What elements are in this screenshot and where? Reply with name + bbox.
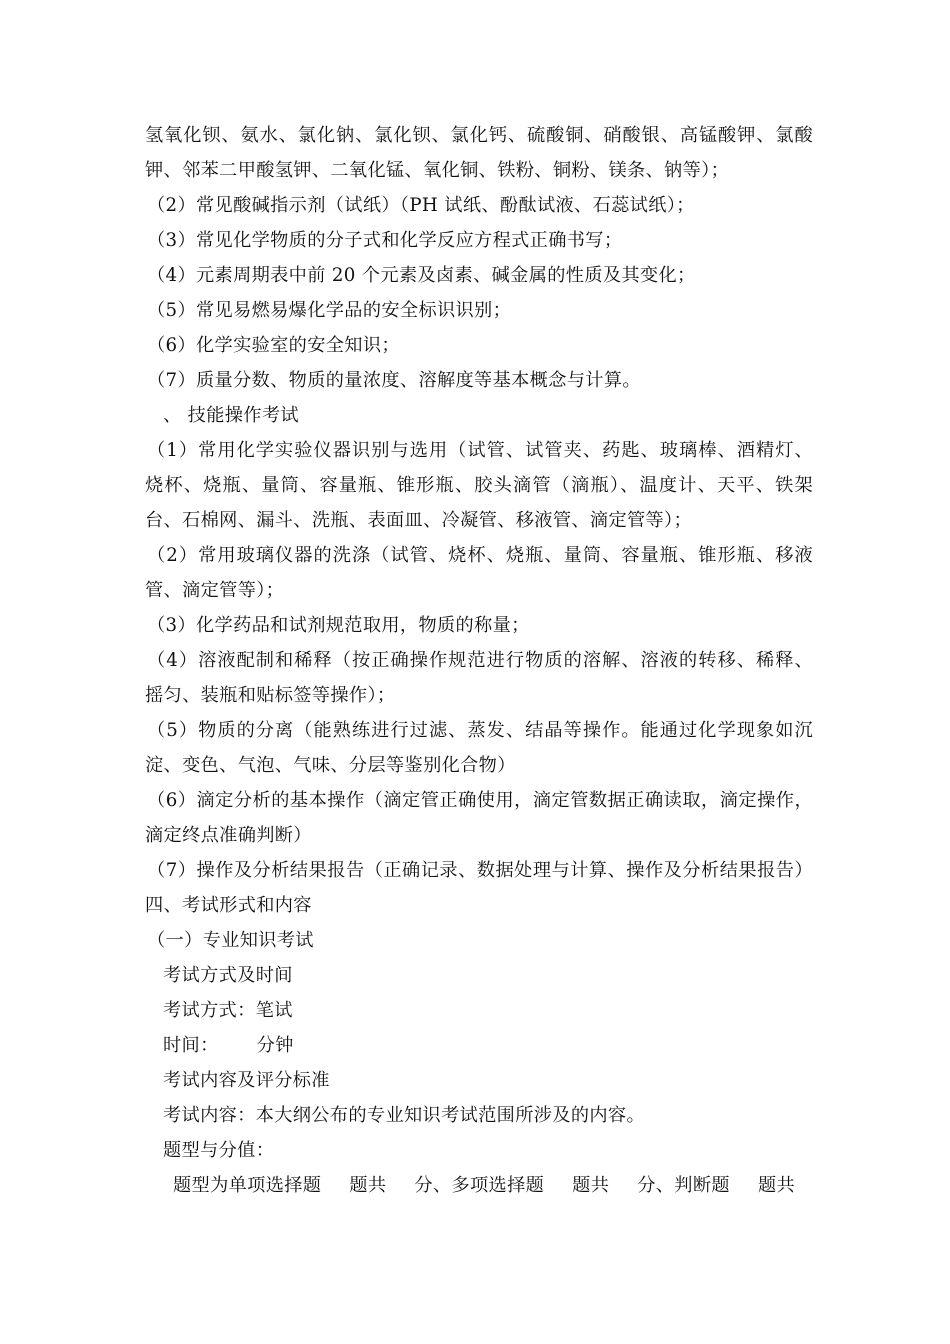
- text-line: 钾、邻苯二甲酸氢钾、二氧化锰、氧化铜、铁粉、铜粉、镁条、钠等）；: [145, 160, 730, 181]
- text-segment: 题型为单项选择题: [173, 1175, 322, 1196]
- text-line: （4）溶液配制和稀释（按正确操作规范进行物质的溶解、溶液的转移、稀释、: [147, 650, 813, 671]
- time-label: 时间：: [163, 1035, 219, 1056]
- text-line: （4）元素周期表中前 20 个元素及卤素、碱金属的性质及其变化；: [147, 265, 696, 286]
- text-line: 考试内容及评分标准: [163, 1070, 330, 1091]
- text-line: （7）操作及分析结果报告（正确记录、数据处理与计算、操作及分析结果报告）: [147, 860, 813, 881]
- text-line: 氢氧化钡、氨水、氯化钠、氯化钡、氯化钙、硫酸铜、硝酸银、高锰酸钾、氯酸: [145, 125, 813, 146]
- text-segment: 题共: [349, 1175, 387, 1196]
- section-heading: 四、考试形式和内容: [145, 895, 312, 916]
- text-segment: 分、判断题: [637, 1175, 730, 1196]
- section-heading: 、 技能操作考试: [163, 405, 299, 426]
- text-line: 烧杯、烧瓶、量筒、容量瓶、锥形瓶、胶头滴管（滴瓶）、温度计、天平、铁架: [145, 475, 813, 496]
- text-line: 考试方式：笔试: [163, 1000, 293, 1021]
- text-line: （3）化学药品和试剂规范取用，物质的称量；: [147, 615, 530, 636]
- text-line: （2）常用玻璃仪器的洗涤（试管、烧杯、烧瓶、量筒、容量瓶、锥形瓶、移液: [147, 545, 813, 566]
- question-types-line: [173, 1174, 795, 1198]
- text-segment: 题共: [572, 1175, 610, 1196]
- text-line: （6）化学实验室的安全知识；: [147, 335, 400, 356]
- text-segment: 题共: [757, 1175, 796, 1196]
- text-segment: 分、多项选择题: [414, 1175, 545, 1196]
- text-line: 摇匀、装瓶和贴标签等操作）；: [145, 685, 396, 706]
- time-unit: 分钟: [256, 1035, 294, 1056]
- text-line: （5）常见易燃易爆化学品的安全标识识别；: [147, 300, 512, 321]
- text-line: （3）常见化学物质的分子式和化学反应方程式正确书写；: [147, 230, 623, 251]
- subsection-heading: （一）专业知识考试: [147, 930, 314, 951]
- text-line: 滴定终点准确判断）: [145, 825, 312, 846]
- text-line: 台、石棉网、漏斗、洗瓶、表面皿、冷凝管、移液管、滴定管等）；: [145, 510, 693, 531]
- text-line: 管、滴定管等）；: [145, 580, 285, 601]
- text-line: 考试内容：本大纲公布的专业知识考试范围所涉及的内容。: [163, 1105, 645, 1126]
- time-line: [163, 1034, 294, 1058]
- text-line: （5）物质的分离（能熟练进行过滤、蒸发、结晶等操作。能通过化学现象如沉: [147, 720, 813, 741]
- text-line: （2）常见酸碱指示剂（试纸）（PH 试纸、酚酞试液、石蕊试纸）；: [147, 195, 695, 216]
- text-line: 淀、变色、气泡、气味、分层等鉴别化合物）: [145, 755, 516, 776]
- text-line: 考试方式及时间: [163, 965, 293, 986]
- text-line: （1）常用化学实验仪器识别与选用（试管、试管夹、药匙、玻璃棒、酒精灯、: [147, 440, 813, 461]
- text-line: 题型与分值：: [163, 1140, 275, 1161]
- text-line: （7）质量分数、物质的量浓度、溶解度等基本概念与计算。: [147, 370, 641, 391]
- text-line: （6）滴定分析的基本操作（滴定管正确使用，滴定管数据正确读取，滴定操作，: [147, 790, 813, 811]
